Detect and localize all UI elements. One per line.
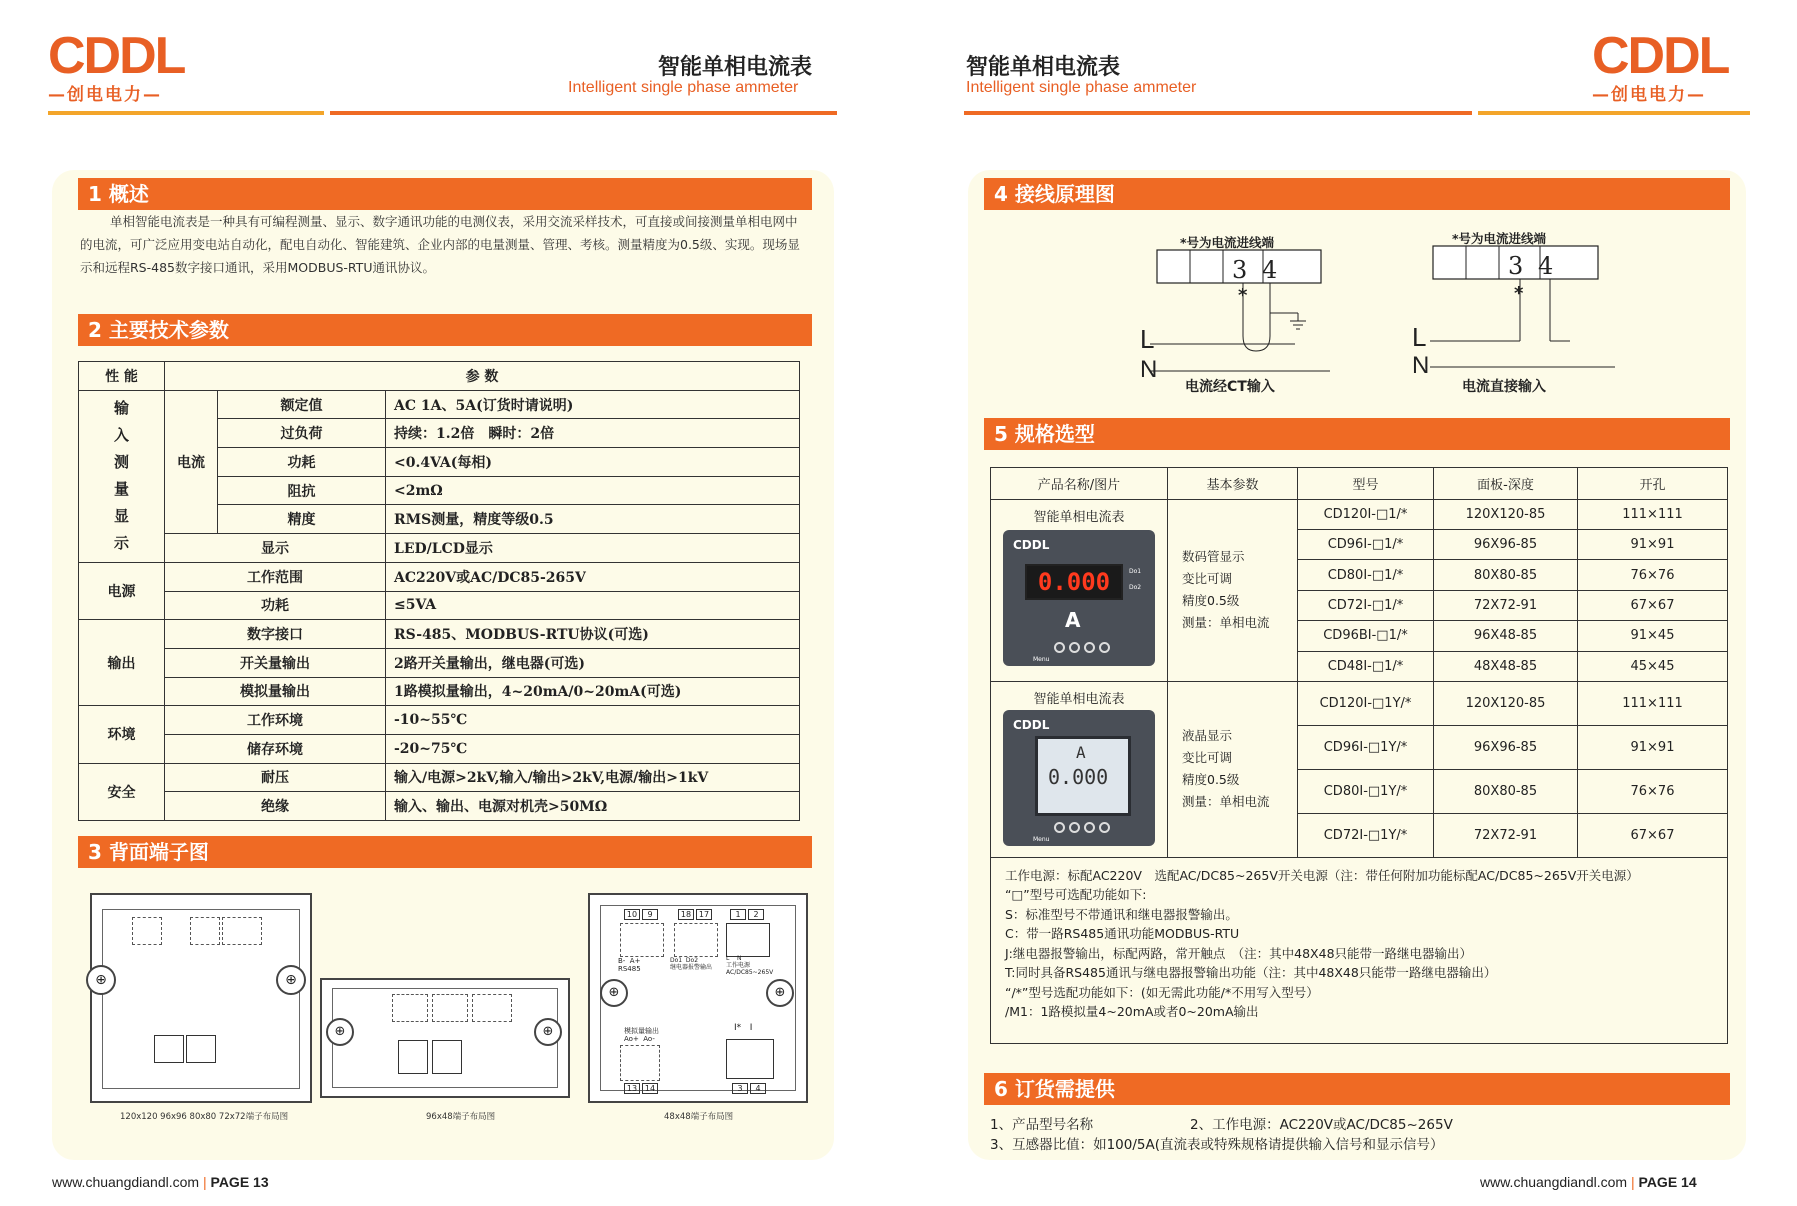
terminal-block-dashed bbox=[472, 994, 512, 1022]
model-cell: CD80I-□1/* bbox=[1298, 560, 1434, 590]
screw-left-icon: ⊕ bbox=[86, 965, 116, 995]
param-key: 精度 bbox=[218, 505, 386, 534]
panel-depth-cell: 120X120-85 bbox=[1434, 681, 1578, 725]
model-cell: CD96I-□1Y/* bbox=[1298, 725, 1434, 769]
param-value: ≤5VA bbox=[386, 591, 800, 620]
params-led: 数码管显示 变比可调 精度0.5级 测量：单相电流 bbox=[1168, 500, 1298, 682]
footer-left: www.chuangdiandl.com | PAGE 13 bbox=[52, 1174, 269, 1190]
page-subtitle-left: Intelligent single phase ammeter bbox=[568, 79, 799, 96]
cutout-cell: 91×91 bbox=[1578, 725, 1728, 769]
section-5-bar: 5 规格选型 bbox=[984, 418, 1730, 450]
star-ct: * bbox=[1238, 285, 1248, 306]
param-value: <0.4VA(每相) bbox=[386, 448, 800, 477]
panel-depth-cell: 72X72-91 bbox=[1434, 813, 1578, 857]
wiring-note-left: *号为电流进线端 bbox=[1180, 235, 1275, 250]
header-param: 参 数 bbox=[165, 362, 800, 391]
terminal-block-current bbox=[398, 1040, 428, 1074]
panel-depth-cell: 80X80-85 bbox=[1434, 560, 1578, 590]
col-header: 开孔 bbox=[1578, 468, 1728, 500]
param-value: 2路开关量输出，继电器(可选) bbox=[386, 648, 800, 677]
terminal-17: 17 bbox=[696, 909, 712, 920]
label-L-direct: L bbox=[1412, 322, 1427, 352]
caption-96x48: 96x48端子布局图 bbox=[426, 1112, 496, 1122]
terminal-block-dashed bbox=[392, 994, 428, 1022]
lcd-unit: A bbox=[1076, 742, 1086, 762]
label-analog: 模拟量输出 Ao+ Ao- bbox=[624, 1027, 659, 1043]
terminal-block-dashed bbox=[620, 1045, 660, 1081]
meter-logo: CDDL bbox=[1013, 717, 1050, 732]
col-header: 型号 bbox=[1298, 468, 1434, 500]
terminal-3-ct: 3 bbox=[1232, 256, 1248, 284]
lcd-value: 0.000 bbox=[1048, 764, 1109, 789]
group-power: 电源 bbox=[79, 562, 165, 619]
meter-button-icon bbox=[1054, 642, 1065, 653]
cutout-cell: 67×67 bbox=[1578, 590, 1728, 620]
meter-button-icon bbox=[1054, 822, 1065, 833]
model-cell: CD80I-□1Y/* bbox=[1298, 769, 1434, 813]
terminal-diagram-48 bbox=[588, 893, 808, 1103]
section-3-bar: 3 背面端子图 bbox=[78, 836, 812, 868]
cutout-cell: 91×91 bbox=[1578, 530, 1728, 560]
note-line: J:继电器报警输出，标配两路，常开触点 （注：其中48X48只能带一路继电器输出） bbox=[1005, 945, 1473, 961]
terminal-block-dashed bbox=[222, 917, 262, 945]
meter-buttons bbox=[1047, 642, 1117, 656]
terminal-block-current bbox=[726, 1039, 774, 1079]
terminal-diagram-120 bbox=[90, 893, 312, 1103]
table-row bbox=[79, 734, 800, 763]
footer-right: www.chuangdiandl.com | PAGE 14 bbox=[1480, 1174, 1697, 1190]
table-row bbox=[79, 591, 800, 620]
section-2-bar: 2 主要技术参数 bbox=[78, 314, 812, 346]
logo-right bbox=[1592, 27, 1742, 105]
star-direct: * bbox=[1514, 283, 1524, 304]
caption-120: 120x120 96x96 80x80 72x72端子布局图 bbox=[120, 1112, 289, 1122]
param-value: 输入/电源>2kV,输入/输出>2kV,电源/输出>1kV bbox=[386, 763, 800, 792]
params-lcd: 液晶显示 变比可调 精度0.5级 测量：单相电流 bbox=[1168, 681, 1298, 857]
param-key: 数字接口 bbox=[165, 620, 386, 649]
screw-left-icon: ⊕ bbox=[326, 1018, 354, 1046]
screw-right-icon: ⊕ bbox=[766, 979, 794, 1007]
terminal-diagram-96x48 bbox=[320, 978, 570, 1098]
page-subtitle-right: Intelligent single phase ammeter bbox=[966, 79, 1197, 96]
order-item-2: 2、工作电源：AC220V或AC/DC85~265V bbox=[1190, 1117, 1453, 1133]
order-item-1: 1、产品型号名称 bbox=[990, 1117, 1094, 1133]
col-header: 面板-深度 bbox=[1434, 468, 1578, 500]
section-4-bar: 4 接线原理图 bbox=[984, 178, 1730, 210]
param-value: 1路模拟量输出，4~20mA/0~20mA(可选) bbox=[386, 677, 800, 706]
page-title-right: 智能单相电流表 bbox=[966, 55, 1121, 80]
param-key: 额定值 bbox=[218, 390, 386, 419]
group-output: 输出 bbox=[79, 620, 165, 706]
col-header: 基本参数 bbox=[1168, 468, 1298, 500]
meter-button-icon bbox=[1099, 642, 1110, 653]
header-line-right bbox=[964, 111, 1472, 115]
lcd-meter-image bbox=[1003, 710, 1155, 846]
param-key: 模拟量输出 bbox=[165, 677, 386, 706]
label-current-in: I* I bbox=[734, 1023, 753, 1033]
terminal-10: 10 bbox=[624, 909, 640, 920]
meter-logo: CDDL bbox=[1013, 538, 1050, 552]
table-row bbox=[79, 648, 800, 677]
table-row bbox=[79, 792, 800, 821]
screw-right-icon: ⊕ bbox=[276, 965, 306, 995]
table-row bbox=[79, 677, 800, 706]
param-key: 工作范围 bbox=[165, 562, 386, 591]
group-safe: 安全 bbox=[79, 763, 165, 820]
notes-row bbox=[991, 857, 1728, 1043]
meter-button-icon bbox=[1069, 822, 1080, 833]
model-cell: CD48I-□1/* bbox=[1298, 651, 1434, 681]
terminal-3-direct: 3 bbox=[1508, 252, 1524, 280]
logo-left bbox=[48, 27, 198, 105]
led-meter-image bbox=[1003, 530, 1155, 666]
table-row bbox=[79, 706, 800, 735]
panel-depth-cell: 96X96-85 bbox=[1434, 725, 1578, 769]
logo-sub-text: —创电电力— bbox=[1592, 85, 1706, 105]
meter-button-icon bbox=[1084, 642, 1095, 653]
param-value: LED/LCD显示 bbox=[386, 534, 800, 563]
cutout-cell: 111×111 bbox=[1578, 681, 1728, 725]
table-row bbox=[79, 534, 800, 563]
note-line: T:同时具备RS485通讯与继电器报警输出功能（注：其中48X48只能带一路继电器输出） bbox=[1005, 965, 1497, 981]
table-row bbox=[991, 500, 1728, 530]
param-value: AC220V或AC/DC85-265V bbox=[386, 562, 800, 591]
label-power: L N 工作电源 AC/DC85~265V bbox=[726, 955, 774, 976]
panel-depth-cell: 120X120-85 bbox=[1434, 500, 1578, 530]
terminal-block-dashed bbox=[132, 917, 162, 945]
note-line: 工作电源：标配AC220V 选配AC/DC85~265V开关电源（注：带任何附加功能标配AC/DC85~265V开关电源） bbox=[1005, 867, 1639, 883]
panel-depth-cell: 48X48-85 bbox=[1434, 651, 1578, 681]
param-key: 功耗 bbox=[165, 591, 386, 620]
panel-depth-cell: 80X80-85 bbox=[1434, 769, 1578, 813]
param-key: 开关量输出 bbox=[165, 648, 386, 677]
panel-depth-cell: 96X48-85 bbox=[1434, 621, 1578, 651]
footer-page: PAGE 14 bbox=[1638, 1174, 1697, 1190]
group-current: 电流 bbox=[165, 390, 218, 533]
model-cell: CD96BI-□1/* bbox=[1298, 621, 1434, 651]
meter-button-icon bbox=[1099, 822, 1110, 833]
param-key: 储存环境 bbox=[165, 734, 386, 763]
header-line-left bbox=[48, 111, 324, 115]
cutout-cell: 111×111 bbox=[1578, 500, 1728, 530]
terminal-4: 4 bbox=[750, 1083, 766, 1094]
lcd-display bbox=[1035, 736, 1131, 816]
logo-sub-text: —创电电力— bbox=[48, 85, 162, 105]
param-value: <2mΩ bbox=[386, 476, 800, 505]
product-led bbox=[991, 500, 1168, 682]
table-header-row bbox=[991, 468, 1728, 500]
note-line: S：标准型号不带通讯和继电器报警输出。 bbox=[1005, 906, 1238, 922]
terminal-block-power bbox=[432, 1040, 462, 1074]
section-6-bar: 6 订货需提供 bbox=[984, 1073, 1730, 1105]
terminal-block-dashed bbox=[190, 917, 220, 945]
cutout-cell: 45×45 bbox=[1578, 651, 1728, 681]
param-value: 持续：1.2倍 瞬时：2倍 bbox=[386, 419, 800, 448]
param-value: 输入、输出、电源对机壳>50MΩ bbox=[386, 792, 800, 821]
header-line-right-2 bbox=[1478, 111, 1750, 115]
meter-unit: A bbox=[1065, 608, 1081, 632]
page-title-left: 智能单相电流表 bbox=[658, 55, 813, 80]
caption-direct: 电流直接输入 bbox=[1462, 379, 1546, 395]
terminal-13: 13 bbox=[624, 1083, 640, 1094]
order-item-3: 3、互感器比值：如100/5A(直流表或特殊规格请提供输入信号和显示信号） bbox=[990, 1137, 1444, 1153]
terminal-2: 2 bbox=[748, 909, 764, 920]
param-key: 耐压 bbox=[165, 763, 386, 792]
model-cell: CD120I-□1Y/* bbox=[1298, 681, 1434, 725]
note-line: C：带一路RS485通讯功能MODBUS-RTU bbox=[1005, 926, 1240, 942]
notes-cell bbox=[991, 857, 1728, 1043]
table-row bbox=[79, 620, 800, 649]
label-L-ct: L bbox=[1140, 324, 1155, 354]
cutout-cell: 76×76 bbox=[1578, 769, 1728, 813]
terminal-block-power bbox=[726, 923, 770, 957]
table-row bbox=[79, 390, 800, 419]
logo-main-text: CDDL bbox=[1592, 27, 1729, 85]
meter-do1-label: Do1 bbox=[1129, 568, 1142, 575]
note-line: “□”型号可选配功能如下: bbox=[1005, 887, 1147, 903]
tech-params-table bbox=[78, 361, 800, 821]
footer-page: PAGE 13 bbox=[210, 1174, 269, 1190]
model-cell: CD72I-□1Y/* bbox=[1298, 813, 1434, 857]
param-value: RS-485、MODBUS-RTU协议(可选) bbox=[386, 620, 800, 649]
param-key: 阻抗 bbox=[218, 476, 386, 505]
product-name: 智能单相电流表 bbox=[1033, 510, 1125, 525]
spec-table bbox=[990, 467, 1728, 1044]
model-cell: CD120I-□1/* bbox=[1298, 500, 1434, 530]
terminal-block-dashed bbox=[432, 994, 468, 1022]
terminal-4-direct: 4 bbox=[1538, 252, 1554, 280]
note-line: /M1：1路模拟量4~20mA或者0~20mA输出 bbox=[1005, 1004, 1259, 1020]
param-value: -20~75℃ bbox=[386, 734, 800, 763]
led-display: 0.000 bbox=[1025, 564, 1123, 600]
label-relay: Do1 Do2 继电器报警输出 bbox=[670, 957, 713, 971]
terminal-block-current bbox=[154, 1035, 184, 1063]
terminal-block-power bbox=[186, 1035, 216, 1063]
screw-right-icon: ⊕ bbox=[534, 1018, 562, 1046]
meter-do2-label: Do2 bbox=[1129, 584, 1142, 591]
terminal-9: 9 bbox=[642, 909, 658, 920]
group-input: 输 入 测 量 显 示 bbox=[79, 390, 165, 562]
label-N-ct: N bbox=[1140, 356, 1158, 383]
terminal-14: 14 bbox=[642, 1083, 658, 1094]
caption-48: 48x48端子布局图 bbox=[664, 1112, 734, 1122]
meter-buttons bbox=[1047, 822, 1117, 836]
caption-ct: 电流经CT输入 bbox=[1185, 379, 1275, 395]
model-cell: CD72I-□1/* bbox=[1298, 590, 1434, 620]
footer-site[interactable]: www.chuangdiandl.com bbox=[52, 1174, 200, 1190]
table-header-row bbox=[79, 362, 800, 391]
terminal-block-dashed bbox=[620, 923, 664, 957]
section-1-text: 单相智能电流表是一种具有可编程测量、显示、数字通讯功能的电测仪表，采用交流采样技术，可直接或间接测量单相电网中的电流，可广泛应用变电站自动化，配电自动化、智能建筑、企业内部的电量测量、管理、考核。测量精度为0.5级、实现。现场显示和远程RS-485数字接口通讯，采用MODBUS-RTU通讯协议。 bbox=[80, 214, 800, 275]
screw-left-icon: ⊕ bbox=[600, 979, 628, 1007]
note-line: “/*”型号选配功能如下：(如无需此功能/*不用写入型号） bbox=[1005, 984, 1319, 1000]
param-key: 显示 bbox=[165, 534, 386, 563]
header-line-left-2 bbox=[330, 111, 837, 115]
table-row bbox=[79, 562, 800, 591]
wiring-note-right: *号为电流进线端 bbox=[1452, 231, 1547, 246]
param-value: -10~55℃ bbox=[386, 706, 800, 735]
footer-site[interactable]: www.chuangdiandl.com bbox=[1480, 1174, 1628, 1190]
col-header: 产品名称/图片 bbox=[991, 468, 1168, 500]
param-key: 功耗 bbox=[218, 448, 386, 477]
label-rs485: B- A+ RS485 bbox=[618, 957, 641, 973]
product-name: 智能单相电流表 bbox=[1033, 691, 1125, 707]
header-perf: 性 能 bbox=[79, 362, 165, 391]
logo-main-text: CDDL bbox=[48, 27, 185, 85]
meter-menu-label: Menu bbox=[1033, 835, 1050, 843]
param-key: 工作环境 bbox=[165, 706, 386, 735]
product-lcd bbox=[991, 681, 1168, 857]
model-cell: CD96I-□1/* bbox=[1298, 530, 1434, 560]
group-env: 环境 bbox=[79, 706, 165, 763]
panel-depth-cell: 96X96-85 bbox=[1434, 530, 1578, 560]
meter-menu-label: Menu bbox=[1033, 656, 1050, 663]
terminal-18: 18 bbox=[678, 909, 694, 920]
terminal-block-dashed bbox=[674, 923, 718, 957]
param-key: 绝缘 bbox=[165, 792, 386, 821]
section-1-bar: 1 概述 bbox=[78, 178, 812, 210]
cutout-cell: 67×67 bbox=[1578, 813, 1728, 857]
meter-button-icon bbox=[1069, 642, 1080, 653]
panel-depth-cell: 72X72-91 bbox=[1434, 590, 1578, 620]
label-N-direct: N bbox=[1412, 352, 1430, 379]
terminal-1: 1 bbox=[730, 909, 746, 920]
table-row bbox=[991, 681, 1728, 725]
param-value: RMS测量，精度等级0.5 bbox=[386, 505, 800, 534]
terminal-3: 3 bbox=[732, 1083, 748, 1094]
terminal-4-ct: 4 bbox=[1262, 256, 1278, 284]
param-key: 过负荷 bbox=[218, 419, 386, 448]
table-row bbox=[79, 763, 800, 792]
cutout-cell: 91×45 bbox=[1578, 621, 1728, 651]
cutout-cell: 76×76 bbox=[1578, 560, 1728, 590]
meter-button-icon bbox=[1084, 822, 1095, 833]
param-value: AC 1A、5A(订货时请说明) bbox=[386, 390, 800, 419]
